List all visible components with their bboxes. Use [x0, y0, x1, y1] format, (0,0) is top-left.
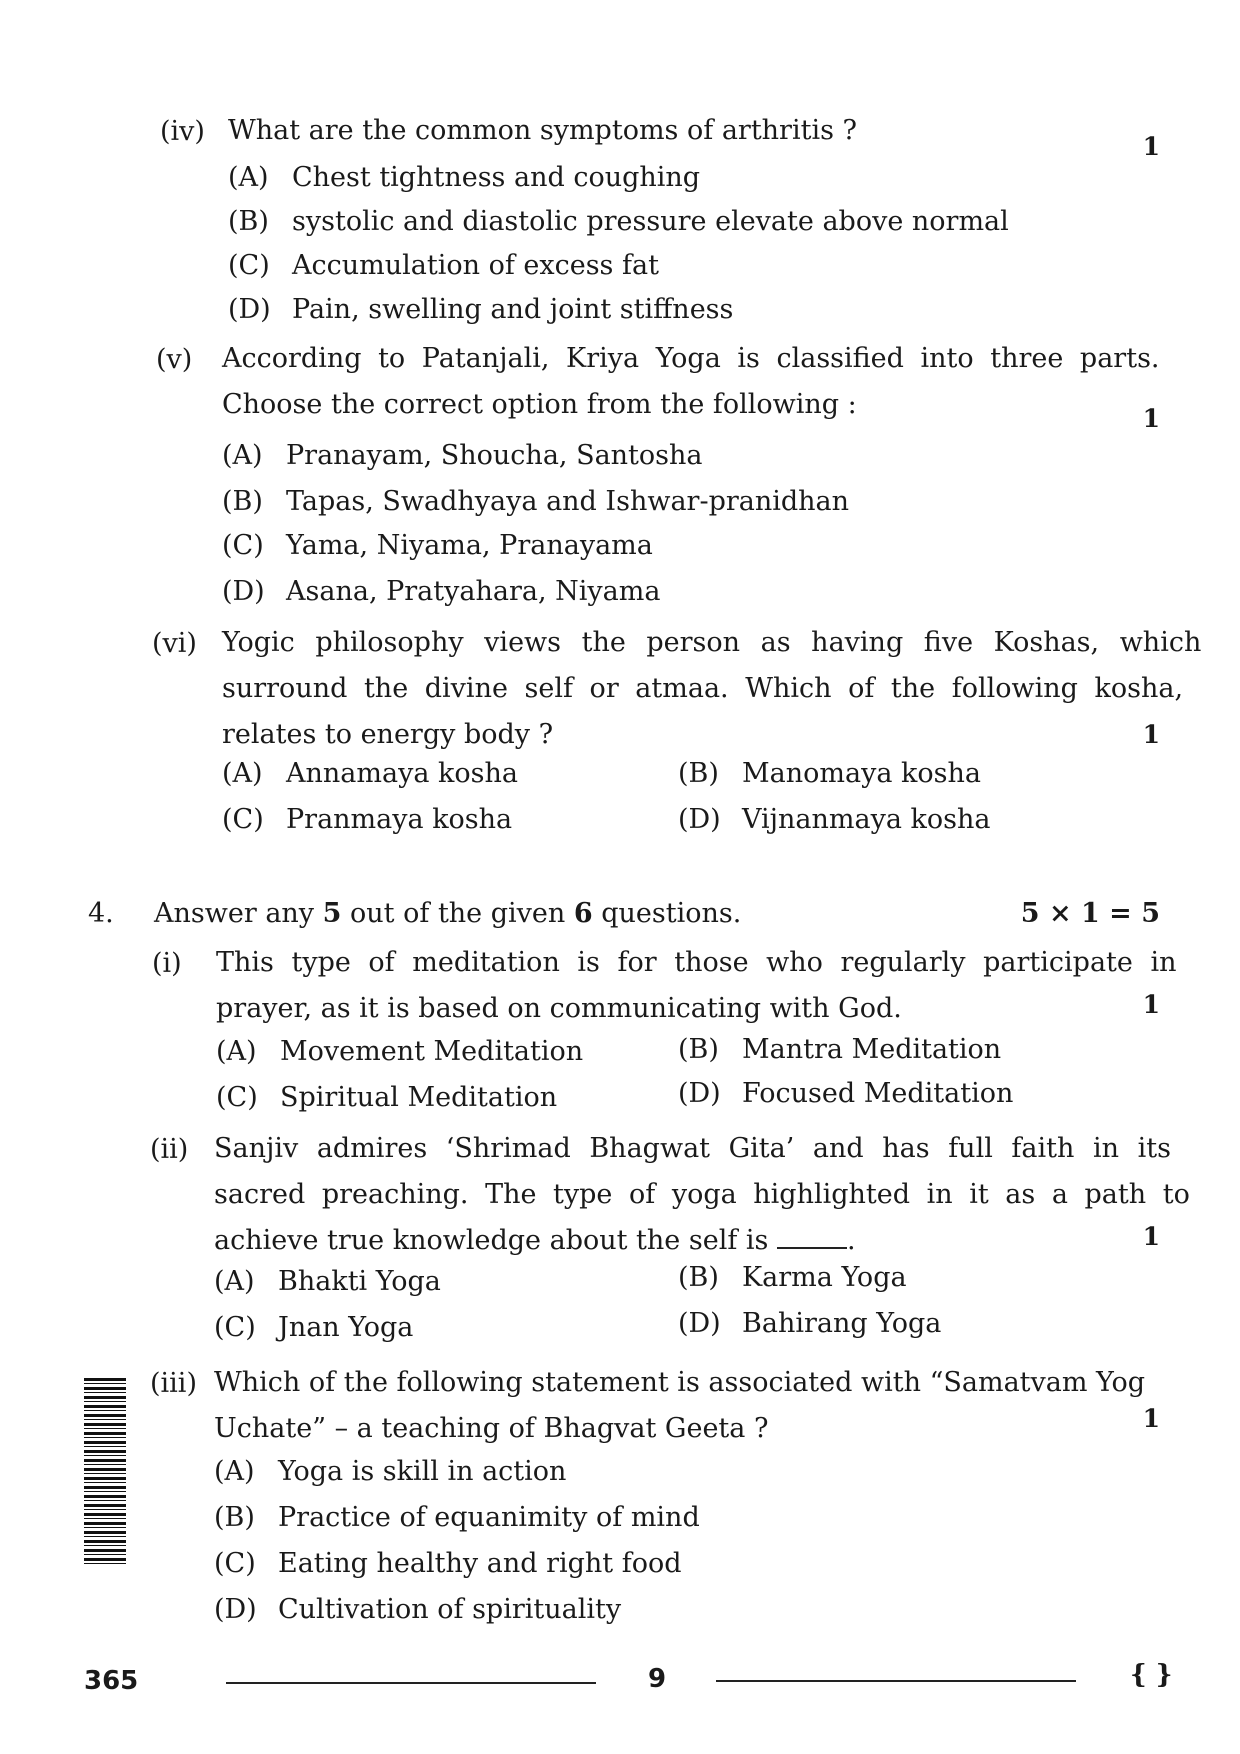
option — [678, 1262, 907, 1293]
option — [222, 530, 653, 561]
option-text: Pranmaya kosha — [286, 804, 513, 835]
question-line: Sanjiv admires ‘Shrimad Bhagwat Gita’ and has full faith in its — [214, 1133, 1171, 1164]
question-mark: 1 — [1142, 720, 1160, 749]
paper-code: 365 — [84, 1666, 139, 1696]
option — [678, 804, 991, 835]
option-text: Pain, swelling and joint stiffness — [292, 294, 734, 325]
option — [222, 440, 703, 471]
question-number: (i) — [152, 948, 182, 979]
question-mark: 1 — [1142, 404, 1160, 433]
option-text: Eating healthy and right food — [278, 1548, 682, 1579]
question-mark: 1 — [1142, 1404, 1160, 1433]
instruction-text: Answer any — [154, 898, 323, 929]
option-letter: (A) — [228, 162, 269, 193]
option-text: Manomaya kosha — [742, 758, 981, 789]
option-letter: (C) — [222, 804, 264, 835]
option-text: Focused Meditation — [742, 1078, 1014, 1109]
option-letter: (B) — [222, 486, 263, 517]
section-instruction — [154, 898, 741, 929]
option — [678, 1078, 1013, 1109]
question-line: surround the divine self or atmaa. Which of the following kosha, — [222, 673, 1184, 704]
page-number: 9 — [648, 1664, 667, 1694]
question-line — [214, 1218, 1104, 1264]
option-letter: (B) — [678, 1262, 719, 1293]
question-line: Uchate” – a teaching of Bhagvat Geeta ? — [214, 1413, 769, 1444]
option-letter: (B) — [214, 1502, 255, 1533]
option-letter: (C) — [216, 1082, 258, 1113]
option-letter: (A) — [214, 1266, 255, 1297]
option — [228, 294, 733, 325]
question-line: Yogic philosophy views the person as having five Koshas, which — [222, 627, 1202, 658]
option-text: Cultivation of spirituality — [278, 1594, 622, 1625]
option — [214, 1594, 621, 1625]
question-line: sacred preaching. The type of yoga highlighted in it as a path to — [214, 1179, 1190, 1210]
question-mark: 1 — [1142, 132, 1160, 161]
option-letter: (C) — [228, 250, 270, 281]
option — [678, 1308, 941, 1339]
option-text: Asana, Pratyahara, Niyama — [286, 576, 661, 607]
question-text: What are the common symptoms of arthritis ? — [228, 115, 858, 146]
question-text — [222, 620, 1202, 758]
option-letter: (A) — [214, 1456, 255, 1487]
option-text: Bhakti Yoga — [278, 1266, 441, 1297]
option-text: Practice of equanimity of mind — [278, 1502, 700, 1533]
option-letter: (D) — [228, 294, 271, 325]
option-letter: (A) — [222, 440, 263, 471]
option-letter: (D) — [222, 576, 265, 607]
option — [216, 1036, 583, 1067]
option — [222, 758, 518, 789]
question-mark: 1 — [1142, 1222, 1160, 1251]
footer-symbol: { } — [1130, 1660, 1173, 1690]
question-line: Which of the following statement is associated with “Samatvam Yog — [214, 1367, 1146, 1398]
instruction-text: out of the given — [341, 898, 574, 929]
question-line-end: . — [847, 1225, 856, 1256]
question-line: Choose the correct option from the following : — [222, 389, 857, 420]
option — [228, 162, 700, 193]
option-text: Chest tightness and coughing — [292, 162, 701, 193]
option-text: Bahirang Yoga — [742, 1308, 942, 1339]
option — [222, 486, 849, 517]
option-text: Spiritual Meditation — [280, 1082, 558, 1113]
option — [228, 250, 659, 281]
question-text — [214, 1126, 1190, 1264]
option-text: Jnan Yoga — [278, 1312, 414, 1343]
option-letter: (D) — [678, 804, 721, 835]
question-number: (iii) — [150, 1368, 197, 1399]
option-letter: (D) — [678, 1308, 721, 1339]
question-line: This type of meditation is for those who regularly participate in — [216, 947, 1177, 978]
section-marks: 5 × 1 = 5 — [1020, 898, 1160, 929]
question-text — [216, 940, 1177, 1032]
option-letter: (C) — [214, 1312, 256, 1343]
option-letter: (B) — [228, 206, 269, 237]
option — [228, 206, 1009, 237]
barcode-image — [84, 1378, 126, 1564]
option-text: Mantra Meditation — [742, 1034, 1002, 1065]
option-letter: (C) — [222, 530, 264, 561]
option — [216, 1082, 557, 1113]
option-letter: (B) — [678, 758, 719, 789]
footer-rule-right — [716, 1680, 1076, 1682]
question-number: (iv) — [160, 116, 205, 147]
option-letter: (D) — [678, 1078, 721, 1109]
option — [214, 1502, 700, 1533]
question-text — [214, 1360, 1146, 1452]
option-letter: (A) — [222, 758, 263, 789]
option-letter: (C) — [214, 1548, 256, 1579]
option — [222, 804, 512, 835]
question-mark: 1 — [1142, 990, 1160, 1019]
question-text — [222, 336, 1160, 428]
question-line: prayer, as it is based on communicating with God. — [216, 993, 902, 1024]
question-number: (vi) — [152, 628, 197, 659]
option — [678, 1034, 1001, 1065]
option — [214, 1266, 441, 1297]
option-text: Yoga is skill in action — [278, 1456, 567, 1487]
option-text: Vijnanmaya kosha — [742, 804, 991, 835]
option-text: Pranayam, Shoucha, Santosha — [286, 440, 703, 471]
option-text: Karma Yoga — [742, 1262, 907, 1293]
option — [214, 1312, 413, 1343]
option-text: Annamaya kosha — [286, 758, 518, 789]
question-line: According to Patanjali, Kriya Yoga is classified into three parts. — [222, 343, 1160, 374]
option-text: Tapas, Swadhyaya and Ishwar-pranidhan — [286, 486, 850, 517]
section-number: 4. — [88, 898, 114, 929]
option — [222, 576, 660, 607]
option-letter: (B) — [678, 1034, 719, 1065]
question-line-text: achieve true knowledge about the self is — [214, 1225, 769, 1256]
option — [214, 1548, 682, 1579]
option-text: systolic and diastolic pressure elevate above normal — [292, 206, 1009, 237]
option-text: Movement Meditation — [280, 1036, 584, 1067]
footer-rule-left — [226, 1682, 596, 1684]
option — [214, 1456, 566, 1487]
answer-blank — [777, 1227, 847, 1249]
question-line: relates to energy body ? — [222, 719, 554, 750]
question-number: (v) — [156, 344, 193, 375]
option-text: Accumulation of excess fat — [292, 250, 659, 281]
instruction-total: 6 — [573, 898, 593, 929]
option — [678, 758, 981, 789]
question-number: (ii) — [150, 1134, 189, 1165]
option-letter: (D) — [214, 1594, 257, 1625]
instruction-text: questions. — [592, 898, 742, 929]
option-text: Yama, Niyama, Pranayama — [286, 530, 653, 561]
instruction-count: 5 — [322, 898, 342, 929]
option-letter: (A) — [216, 1036, 257, 1067]
